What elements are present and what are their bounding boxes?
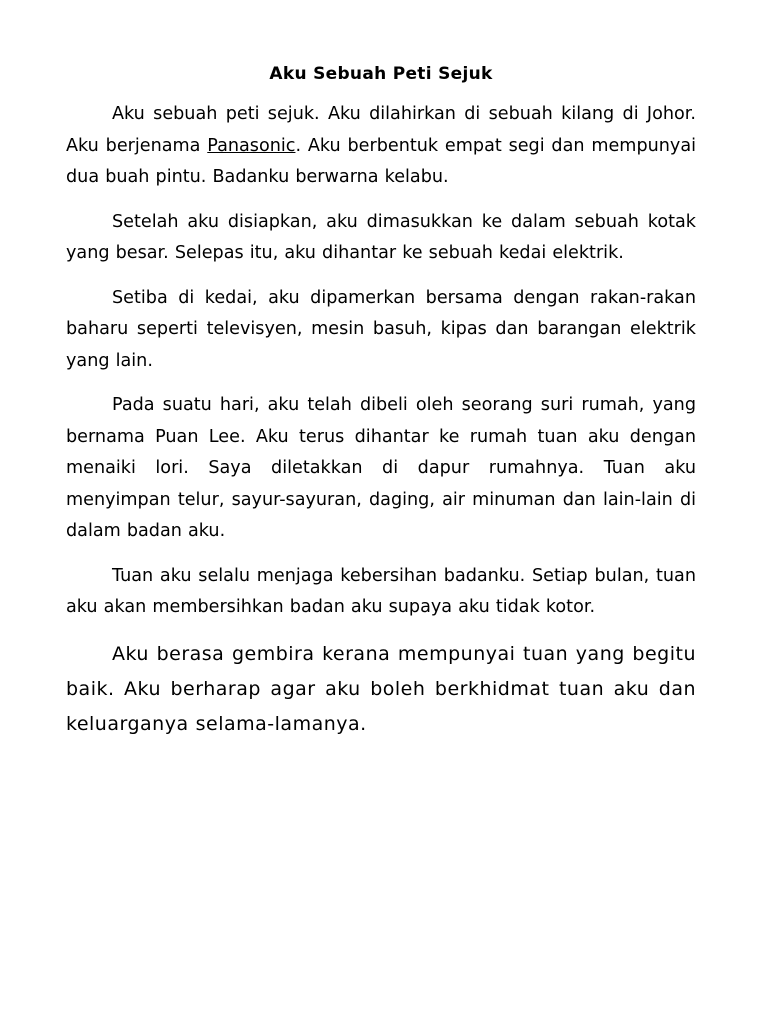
brand-name: Panasonic [207,135,296,156]
paragraph-4: Pada suatu hari, aku telah dibeli oleh seorang suri rumah, yang bernama Puan Lee. Aku terus dihantar ke rumah tuan aku dengan menaiki lori. Saya diletakkan di dapur rumahnya. Tuan aku menyimpan telur, sayur-sayuran, daging, air minuman dan lain-lain di dalam badan aku. [66,395,696,541]
paragraph-1-text-start: Aku sebuah peti sejuk. Aku dilahirkan di sebuah kilang di Johor. Aku berjenama [66,104,696,156]
paragraph-6: Aku berasa gembira kerana mempunyai tuan yang begitu baik. Aku berharap agar aku boleh berkhidmat tuan aku dan keluarganya selama-lamanya. [66,642,696,735]
document-page [66,62,696,755]
paragraph-2: Setelah aku disiapkan, aku dimasukkan ke dalam sebuah kotak yang besar. Selepas itu, aku dihantar ke sebuah kedai elektrik. [66,211,696,263]
essay-title: Aku Sebuah Peti Sejuk [269,64,493,84]
paragraph-1 [66,99,696,194]
paragraph-1-text-end: . Aku berbentuk empat segi dan mempunyai dua buah pintu. Badanku berwarna kelabu. [66,135,696,187]
paragraph-3: Setiba di kedai, aku dipamerkan bersama dengan rakan-rakan baharu seperti televisyen, mesin basuh, kipas dan barangan elektrik yang lain. [66,287,696,371]
paragraph-5: Tuan aku selalu menjaga kebersihan badanku. Setiap bulan, tuan aku akan membersihkan badan aku supaya aku tidak kotor. [66,565,696,617]
